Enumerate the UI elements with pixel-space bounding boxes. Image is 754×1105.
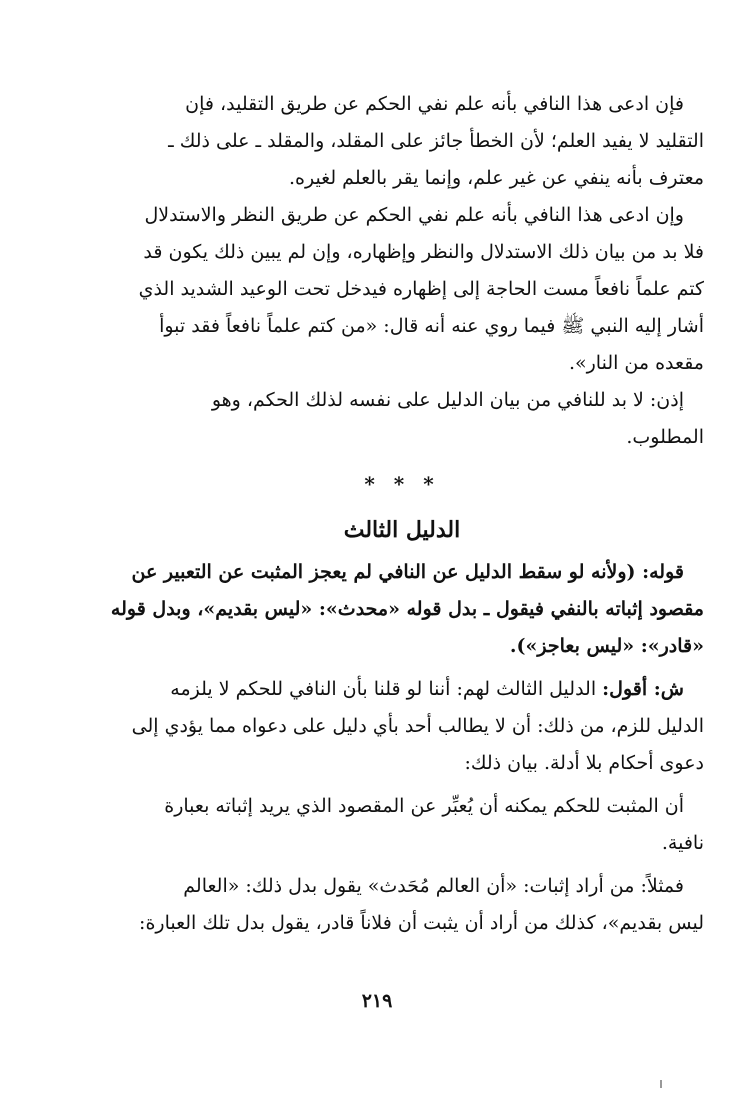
text-line: أن المثبت للحكم يمكنه أن يُعبِّر عن المقصود الذي يريد إثباته بعبارة	[164, 795, 684, 817]
page-edge-mark	[660, 1080, 662, 1088]
commentary-label: ش: أقول:	[602, 678, 684, 700]
text-line: المطلوب.	[626, 426, 704, 448]
paragraph-2	[100, 197, 704, 382]
page-body	[100, 86, 704, 942]
paragraph-1	[100, 86, 704, 197]
text-line: نافية.	[661, 832, 704, 854]
commentary	[100, 671, 704, 782]
text-line: معترف بأنه ينفي عن غير علم، وإنما يقر بالعلم لغيره.	[288, 167, 704, 189]
text-line: «قادر»: «ليس بعاجز»).	[509, 635, 704, 657]
text-line: إذن: لا بد للنافي من بيان الدليل على نفسه لذلك الحكم، وهو	[211, 389, 684, 411]
quoted-text	[100, 554, 704, 665]
text-line: فلا بد من بيان ذلك الاستدلال والنظر وإظهاره، وإن لم يبين ذلك يكون قد	[143, 241, 704, 263]
text-line: مقعده من النار».	[568, 352, 704, 374]
text-line	[100, 671, 704, 708]
text-line: فإن ادعى هذا النافي بأنه علم نفي الحكم عن طريق التقليد، فإن	[185, 93, 684, 115]
text-line: دعوى أحكام بلا أدلة. بيان ذلك:	[464, 752, 704, 774]
page-number: ٢١٩	[361, 990, 393, 1012]
text-line: قوله: (ولأنه لو سقط الدليل عن النافي لم يعجز المثبت عن التعبير عن	[131, 561, 684, 583]
text-line: الدليل للزم، من ذلك: أن لا يطالب أحد بأي دليل على دعواه مما يؤدي إلى	[131, 715, 704, 737]
commentary-first-line: الدليل الثالث لهم: أننا لو قلنا بأن النافي للحكم لا يلزمه	[170, 678, 597, 700]
text-line: كتم علماً نافعاً مست الحاجة إلى إظهاره فيدخل تحت الوعيد الشديد الذي	[138, 278, 704, 300]
text-line: التقليد لا يفيد العلم؛ لأن الخطأ جائز على المقلد، والمقلد ـ على ذلك ـ	[168, 130, 704, 152]
text-line: مقصود إثباته بالنفي فيقول ـ بدل قوله «محدث»: «ليس بقديم»، وبدل قوله	[110, 598, 704, 620]
text-line: وإن ادعى هذا النافي بأنه علم نفي الحكم عن طريق النظر والاستدلال	[144, 204, 684, 226]
paragraph-5	[100, 788, 704, 862]
paragraph-6	[100, 868, 704, 942]
section-title: الدليل الثالث	[343, 517, 461, 543]
paragraph-3	[100, 382, 704, 456]
text-line: ليس بقديم»، كذلك من أراد أن يثبت أن فلاناً قادر، يقول بدل تلك العبارة:	[139, 912, 704, 934]
section-separator: * * *	[364, 472, 440, 496]
text-line: أشار إليه النبي ﷺ فيما روي عنه أنه قال: «من كتم علماً نافعاً فقد تبوأ	[159, 315, 704, 337]
text-line: فمثلاً: من أراد إثبات: «أن العالم مُحَدث» يقول بدل ذلك: «العالم	[183, 875, 684, 897]
